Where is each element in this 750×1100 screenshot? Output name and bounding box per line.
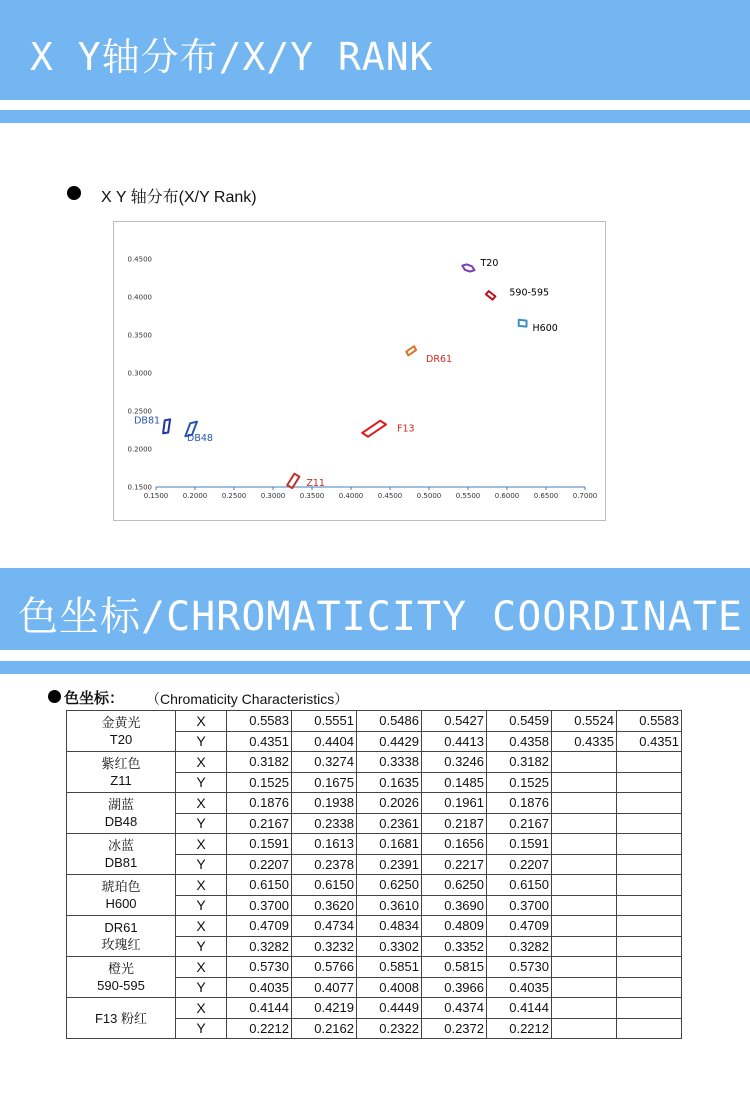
x-value-cell: 0.5815 [422,957,487,978]
y-value-cell: 0.3620 [292,895,357,916]
y-value-cell: 0.1525 [227,772,292,793]
color-name-cell [67,875,176,916]
y-value-cell: 0.4035 [227,977,292,998]
x-value-cell: 0.5551 [292,711,357,732]
x-value-cell: 0.5524 [552,711,617,732]
table-row [67,752,682,773]
axis-y-cell: Y [176,936,227,957]
data-label-dr61: DR61 [426,353,453,365]
header-strip-chromaticity [0,661,750,674]
y-value-cell: 0.2391 [357,854,422,875]
empty-cell [617,772,682,793]
empty-cell [552,875,617,896]
axis-y-cell: Y [176,813,227,834]
x-value-cell: 0.4834 [357,916,422,937]
x-value-cell: 0.3246 [422,752,487,773]
y-value-cell: 0.1675 [292,772,357,793]
axis-x-cell: X [176,875,227,896]
x-tick-label: 0.4000 [338,492,364,500]
empty-cell [552,854,617,875]
y-value-cell: 0.3610 [357,895,422,916]
empty-cell [552,936,617,957]
x-value-cell: 0.3274 [292,752,357,773]
color-name-secondary: 玫瑰红 [101,937,141,952]
empty-cell [552,895,617,916]
x-value-cell: 0.3182 [227,752,292,773]
color-name-secondary: Z11 [110,773,132,788]
header-title-xy: X Y轴分布/X/Y RANK [30,35,434,79]
axis-y-cell: Y [176,895,227,916]
x-value-cell: 0.5486 [357,711,422,732]
y-tick-label: 0.2000 [127,445,152,454]
empty-cell [617,752,682,773]
x-tick-label: 0.2500 [221,492,247,500]
y-tick-label: 0.4500 [127,255,152,264]
table-row [67,875,682,896]
x-tick-label: 0.3500 [299,492,325,500]
x-value-cell: 0.1876 [227,793,292,814]
empty-cell [617,998,682,1019]
empty-cell [552,1018,617,1039]
axis-x-cell: X [176,711,227,732]
color-name-secondary: T20 [109,732,133,747]
x-value-cell: 0.3338 [357,752,422,773]
axis-y-cell: Y [176,1018,227,1039]
y-value-cell: 0.2322 [357,1018,422,1039]
x-value-cell: 0.4144 [487,998,552,1019]
x-value-cell: 0.4809 [422,916,487,937]
y-value-cell: 0.1485 [422,772,487,793]
color-name-cell [67,711,176,752]
y-value-cell: 0.2361 [357,813,422,834]
y-value-cell: 0.2187 [422,813,487,834]
axis-x-cell: X [176,916,227,937]
color-name-primary: 金黄光 [101,715,141,730]
empty-cell [617,854,682,875]
series-db81-polygon [163,419,170,433]
y-value-cell: 0.2212 [227,1018,292,1039]
y-value-cell: 0.2207 [487,854,552,875]
table-row [67,711,682,732]
y-value-cell: 0.3700 [487,895,552,916]
color-name-cell [67,793,176,834]
xy-section-heading: X Y 轴分布(X/Y Rank) [101,189,257,206]
table-row [67,916,682,937]
table-row [67,793,682,814]
color-name-cell [67,916,176,957]
y-value-cell: 0.1635 [357,772,422,793]
empty-cell [617,834,682,855]
empty-cell [552,998,617,1019]
color-name-secondary: 590-595 [97,978,145,993]
y-value-cell: 0.4077 [292,977,357,998]
table-row [67,998,682,1019]
axis-x-cell: X [176,998,227,1019]
y-value-cell: 0.3700 [227,895,292,916]
x-tick-label: 0.6000 [494,492,520,500]
x-value-cell: 0.6250 [422,875,487,896]
data-label-h600: H600 [532,323,558,335]
data-label-db81: DB81 [134,415,161,427]
y-value-cell: 0.4413 [422,731,487,752]
x-value-cell: 0.4734 [292,916,357,937]
table-row [67,957,682,978]
x-value-cell: 0.1961 [422,793,487,814]
y-tick-label: 0.3000 [127,369,152,378]
x-tick-label: 0.7000 [572,492,598,500]
y-value-cell: 0.2378 [292,854,357,875]
axis-y-cell: Y [176,977,227,998]
data-label-f13: F13 [397,423,415,435]
series-z11-polygon [287,474,299,488]
y-value-cell: 0.4008 [357,977,422,998]
y-tick-label: 0.2500 [127,407,152,416]
x-value-cell: 0.4709 [227,916,292,937]
x-value-cell: 0.1613 [292,834,357,855]
bullet-icon [48,690,61,703]
empty-cell [617,875,682,896]
x-value-cell: 0.5427 [422,711,487,732]
y-value-cell: 0.3302 [357,936,422,957]
x-tick-label: 0.4500 [377,492,403,500]
x-value-cell: 0.1591 [487,834,552,855]
x-value-cell: 0.1591 [227,834,292,855]
empty-cell [617,936,682,957]
x-value-cell: 0.4219 [292,998,357,1019]
y-value-cell: 0.4404 [292,731,357,752]
header-title-chromaticity: 色坐标/CHROMATICITY COORDINATE [18,594,743,640]
bullet-icon [67,186,81,200]
data-label-z11: Z11 [306,477,325,489]
color-name-secondary: H600 [105,896,137,911]
data-label-t20: T20 [480,257,499,269]
data-label-db48: DB48 [187,432,213,444]
series-590-595-polygon [486,291,496,300]
empty-cell [617,957,682,978]
empty-cell [617,813,682,834]
empty-cell [617,793,682,814]
y-value-cell: 0.3232 [292,936,357,957]
empty-cell [552,772,617,793]
x-value-cell: 0.3182 [487,752,552,773]
color-name-secondary: DB81 [104,855,138,870]
empty-cell [617,895,682,916]
y-value-cell: 0.3282 [487,936,552,957]
x-value-cell: 0.4709 [487,916,552,937]
color-name-primary: F13 粉红 [94,1010,147,1026]
empty-cell [552,793,617,814]
x-tick-label: 0.6500 [533,492,559,500]
x-value-cell: 0.5730 [487,957,552,978]
x-value-cell: 0.5766 [292,957,357,978]
x-tick-label: 0.1500 [143,492,169,500]
y-value-cell: 0.4358 [487,731,552,752]
empty-cell [552,957,617,978]
y-value-cell: 0.4335 [552,731,617,752]
y-value-cell: 0.2338 [292,813,357,834]
x-value-cell: 0.2026 [357,793,422,814]
series-f13-polygon [362,421,386,437]
color-name-primary: 冰蓝 [107,838,134,853]
x-value-cell: 0.5851 [357,957,422,978]
y-value-cell: 0.3352 [422,936,487,957]
y-value-cell: 0.3282 [227,936,292,957]
y-value-cell: 0.2217 [422,854,487,875]
empty-cell [552,916,617,937]
table-row [67,834,682,855]
x-value-cell: 0.6250 [357,875,422,896]
axis-y-cell: Y [176,731,227,752]
x-value-cell: 0.5583 [227,711,292,732]
empty-cell [617,1018,682,1039]
color-name-secondary: DB48 [104,814,138,829]
y-value-cell: 0.4351 [227,731,292,752]
empty-cell [552,977,617,998]
y-value-cell: 0.2167 [487,813,552,834]
axis-x-cell: X [176,957,227,978]
x-tick-label: 0.2000 [182,492,208,500]
y-value-cell: 0.4429 [357,731,422,752]
empty-cell [552,834,617,855]
x-value-cell: 0.4374 [422,998,487,1019]
y-value-cell: 0.2372 [422,1018,487,1039]
x-tick-label: 0.3000 [260,492,286,500]
x-value-cell: 0.1876 [487,793,552,814]
series-t20-polygon [462,264,474,271]
data-label-590-595: 590-595 [509,287,550,299]
color-name-cell [67,957,176,998]
x-value-cell: 0.4144 [227,998,292,1019]
x-tick-label: 0.5000 [416,492,442,500]
x-value-cell: 0.6150 [227,875,292,896]
axis-x-cell: X [176,752,227,773]
x-value-cell: 0.5583 [617,711,682,732]
y-value-cell: 0.2167 [227,813,292,834]
x-value-cell: 0.1938 [292,793,357,814]
y-value-cell: 0.2162 [292,1018,357,1039]
chromaticity-subheading: （Chromaticity Characteristics） [146,691,349,707]
color-name-cell [67,998,176,1039]
chromaticity-table [66,710,682,1039]
color-name-primary: 琥珀色 [101,879,141,894]
color-name-cell [67,752,176,793]
series-h600-polygon [519,320,527,327]
x-value-cell: 0.6150 [487,875,552,896]
empty-cell [552,813,617,834]
x-value-cell: 0.1681 [357,834,422,855]
x-value-cell: 0.5459 [487,711,552,732]
y-tick-label: 0.3500 [127,331,152,340]
x-value-cell: 0.4449 [357,998,422,1019]
axis-y-cell: Y [176,772,227,793]
y-value-cell: 0.2212 [487,1018,552,1039]
series-dr61-polygon [406,346,416,355]
color-name-primary: 湖蓝 [107,797,134,812]
color-name-cell [67,834,176,875]
empty-cell [552,752,617,773]
y-value-cell: 0.4351 [617,731,682,752]
y-value-cell: 0.2207 [227,854,292,875]
xy-scatter-chart [114,222,605,520]
x-value-cell: 0.5730 [227,957,292,978]
axis-x-cell: X [176,834,227,855]
header-strip-xy [0,110,750,123]
empty-cell [617,977,682,998]
y-tick-label: 0.1500 [127,483,152,492]
color-name-primary: 紫红色 [101,756,141,771]
axis-y-cell: Y [176,854,227,875]
y-value-cell: 0.3690 [422,895,487,916]
y-tick-label: 0.4000 [127,293,152,302]
y-value-cell: 0.3966 [422,977,487,998]
x-tick-label: 0.5500 [455,492,481,500]
x-value-cell: 0.6150 [292,875,357,896]
color-name-primary: 橙光 [107,961,134,976]
empty-cell [617,916,682,937]
chromaticity-heading: 色坐标： [64,690,125,707]
x-value-cell: 0.1656 [422,834,487,855]
chart-frame [113,221,606,521]
color-name-primary: DR61 [104,920,138,935]
axis-x-cell: X [176,793,227,814]
y-value-cell: 0.4035 [487,977,552,998]
y-value-cell: 0.1525 [487,772,552,793]
